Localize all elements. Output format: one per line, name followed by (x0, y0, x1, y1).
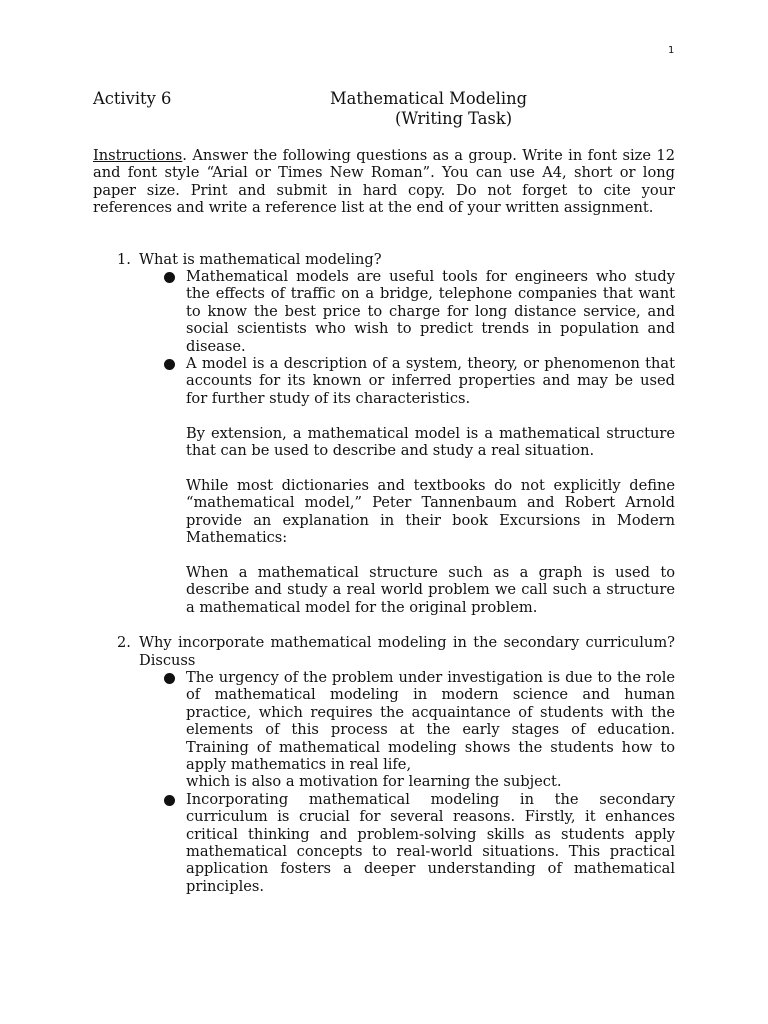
answer-bullets (139, 669, 675, 895)
answer-bullet (186, 791, 675, 895)
instructions-label: Instructions (93, 147, 183, 164)
answer-paragraph: Incorporating mathematical modeling in the secondary curriculum is crucial for several reasons. Firstly, it enhances critical thinking and problem-solving skills as students apply mathematical concepts to real-world situations. This practical application fosters a deeper understanding of mathematical principles. (186, 790, 675, 895)
answer-paragraph: The urgency of the problem under investigation is due to the role of mathematical modeling in modern science and human practice, which requires the acquaintance of students with the elements of this process at the early stages of education. Training of mathematical modeling shows the students how to apply mathematics in real life, (186, 668, 675, 773)
answer-bullet (186, 669, 675, 791)
question-number: 2. (117, 634, 131, 652)
question-2 (93, 634, 675, 895)
answer-paragraph: When a mathematical structure such as a graph is used to describe and study a real world problem we call such a structure a mathematical model for the original problem. (186, 563, 675, 616)
question-list (93, 251, 675, 896)
answer-paragraph: By extension, a mathematical model is a mathematical structure that can be used to describe and study a real situation. (186, 424, 675, 460)
bullet-icon (164, 272, 175, 283)
bullet-icon (164, 795, 175, 806)
document-subtitle: (Writing Task) (395, 109, 513, 128)
activity-label: Activity 6 (93, 89, 172, 108)
bullet-icon (164, 359, 175, 370)
answer-bullet (186, 268, 675, 355)
page-number: 1 (668, 45, 675, 56)
answer-paragraph: Mathematical models are useful tools for engineers who study the effects of traffic on a bridge, telephone companies that want to know the best price to charge for long distance service, and social scientists who wish to predict trends in population and disease. (186, 268, 675, 355)
document-title: Mathematical Modeling (330, 89, 527, 108)
answer-bullets (139, 268, 675, 616)
question-text: What is mathematical modeling? (139, 250, 382, 268)
answer-bullet (186, 355, 675, 616)
question-text: Why incorporate mathematical modeling in the secondary curriculum? Discuss (139, 634, 675, 669)
question-number: 1. (117, 250, 131, 268)
answer-paragraph: A model is a description of a system, theory, or phenomenon that accounts for its known or inferred properties and may be used for further study of its characteristics. (186, 355, 675, 407)
instructions-text: . Answer the following questions as a group. Write in font size 12 and font style “Arial or Times New Roman”. You can use A4, short or long paper size. Print and submit in hard copy. Do not forget to cite your references and write a reference list at the end of your written assignment. (93, 147, 675, 217)
question-1 (93, 251, 675, 616)
answer-paragraph: While most dictionaries and textbooks do not explicitly define “mathematical model,” Peter Tannenbaum and Robert Arnold provide an explanation in their book Excursions in Modern Mathematics: (186, 476, 675, 547)
bullet-icon (164, 673, 175, 684)
instructions-paragraph (93, 147, 675, 217)
answer-paragraph: which is also a motivation for learning the subject. (186, 773, 562, 791)
document-body (93, 147, 675, 895)
